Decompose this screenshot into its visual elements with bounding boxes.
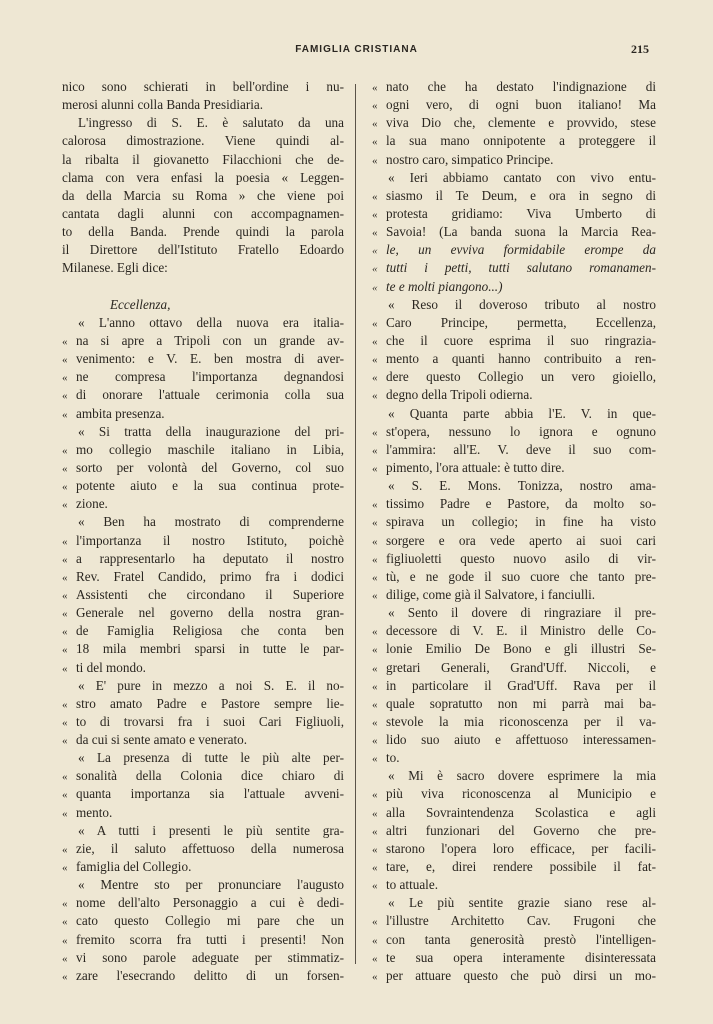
text-line: « Mentre sto per pronunciare l'augusto: [78, 877, 344, 893]
text-line: « Generale nel governo della nostra gran-: [62, 604, 344, 622]
text-line: « famiglia del Collegio.: [62, 858, 344, 876]
text-line: « vi sono parole adeguate per stimmatiz-: [62, 949, 344, 967]
text-line: il Direttore dell'Istituto Fratello Edoardo: [62, 242, 344, 258]
text-line: « Sento il dovere di ringraziare il pre-: [388, 605, 656, 621]
text-line: « l'ammira: all'E. V. deve il suo com-: [372, 441, 656, 459]
text-line: « pimento, l'ora attuale: è tutto dire.: [372, 459, 656, 477]
text-line: clama con vera enfasi la poesia « Leggen-: [62, 169, 344, 185]
text-line: « potente aiuto e la sua continua prote-: [62, 477, 344, 495]
text-line: L'ingresso di S. E. è salutato da una: [78, 115, 344, 131]
text-line: « Rev. Fratel Candido, primo fra i dodici: [62, 568, 344, 586]
text-line: da della Marcia su Roma » che viene poi: [62, 187, 344, 203]
text-line: « più viva riconoscenza al Municipio e: [372, 785, 656, 803]
text-line: « sonalità della Colonia dice chiaro di: [62, 767, 344, 785]
column-divider: [355, 84, 356, 964]
text-line: « cato questo Collegio mi pare che un: [62, 912, 344, 930]
text-line: « to.: [372, 749, 656, 767]
text-line: « Ieri abbiamo cantato con vivo entu-: [388, 169, 656, 185]
text-line: [62, 278, 344, 296]
text-line: « Si tratta della inaugurazione del pri-: [78, 423, 344, 439]
text-line: « te sua opera interamente disinteressata: [372, 949, 656, 967]
text-line: « to di trovarsi fra i suoi Cari Figliuoli,: [62, 713, 344, 731]
text-line: « ogni vero, di ogni buon italiano! Ma: [372, 96, 656, 114]
text-line: « l'illustre Architetto Cav. Frugoni che: [372, 912, 656, 930]
text-line: « dere questo Collegio un vero gioiello,: [372, 368, 656, 386]
text-line: « to attuale.: [372, 876, 656, 894]
text-line: « mento.: [62, 804, 344, 822]
text-line: « tutti i petti, tutti salutano romanamen-: [372, 259, 656, 277]
text-line: « zie, il saluto affettuoso della numerosa: [62, 840, 344, 858]
text-line: la ribalta il giovanetto Filacchioni che de-: [62, 151, 344, 167]
text-line: « quanta importanza sia l'attuale avveni-: [62, 785, 344, 803]
text-line: « figliuoletti questo nuovo asilo di vir-: [372, 550, 656, 568]
text-line: « Le più sentite grazie siano rese al-: [388, 895, 656, 911]
text-line: « che il cuore esprima il suo ringrazia-: [372, 332, 656, 350]
text-line: « le, un evviva formidabile erompe da: [372, 241, 656, 259]
text-line: « sorgere e ora vede aperto ai suoi cari: [372, 532, 656, 550]
text-line: « Reso il doveroso tributo al nostro: [388, 296, 656, 312]
text-line: « tù, e ne gode il suo cuore che tanto pre-: [372, 568, 656, 586]
text-line: « Quanta parte abbia l'E. V. in que-: [388, 405, 656, 421]
text-line: « stro amato Padre e Pastore sempre lie-: [62, 695, 344, 713]
text-line: « lonie Emilio De Bono e gli illustri Se-: [372, 640, 656, 658]
text-line: « per attuare questo che può dirsi un mo-: [372, 967, 656, 985]
text-line: « gretari Generali, Grand'Uff. Niccoli, e: [372, 659, 656, 677]
page-number: 215: [631, 42, 649, 56]
page-header: [0, 40, 713, 60]
text-line: « zare l'esecrando delitto di un forsen-: [62, 967, 344, 985]
text-line: « viva Dio che, clemente e provvido, stese: [372, 114, 656, 132]
text-line: « L'anno ottavo della nuova era italia-: [78, 314, 344, 330]
text-line: « dilige, come già il Salvatore, i fanciulli.: [372, 586, 656, 604]
text-line: « in particolare il Grad'Uff. Rava per il: [372, 677, 656, 695]
text-line: « na si apre a Tripoli con un grande av-: [62, 332, 344, 350]
text-line: « nostro caro, simpatico Principe.: [372, 151, 656, 169]
text-line: « protesta gridiamo: Viva Umberto di: [372, 205, 656, 223]
text-line: « con tanta generosità prestò l'intelligen-: [372, 931, 656, 949]
text-line: cantata dagli alunni con accompagnamen-: [62, 205, 344, 221]
text-line: « nato che ha destato l'indignazione di: [372, 78, 656, 96]
text-line: « decessore di V. E. il Ministro delle Co-: [372, 622, 656, 640]
text-line: « S. E. Mons. Tonizza, nostro ama-: [388, 478, 656, 494]
text-line: « altri funzionari del Governo che pre-: [372, 822, 656, 840]
text-line: « alla Sovraintendenza Scolastica e agli: [372, 804, 656, 822]
text-line: « venimento: e V. E. ben mostra di aver-: [62, 350, 344, 368]
left-column: [62, 78, 344, 985]
text-line: Milanese. Egli dice:: [62, 260, 168, 276]
text-line: « te e molti piangono...): [372, 278, 656, 296]
text-line: « quale sopratutto non mi parrà mai ba-: [372, 695, 656, 713]
text-line: « tare, e, direi rendere possibile il fat-: [372, 858, 656, 876]
running-title: FAMIGLIA CRISTIANA: [295, 44, 418, 55]
text-line: « Ben ha mostrato di comprenderne: [78, 514, 344, 530]
text-line: « la sua mano onnipotente a proteggere il: [372, 132, 656, 150]
text-line: « lido suo aiuto e affettuoso interessamen-: [372, 731, 656, 749]
text-line: « tissimo Padre e Pastore, da molto so-: [372, 495, 656, 513]
text-line: « spirava un collegio; in fine ha visto: [372, 513, 656, 531]
text-line: nico sono schierati in bell'ordine i nu-: [62, 79, 344, 94]
text-line: « da cui si sente amato e venerato.: [62, 731, 344, 749]
text-line: calorosa dimostrazione. Viene quindi al-: [62, 133, 344, 149]
text-line: « Caro Principe, permetta, Eccellenza,: [372, 314, 656, 332]
text-line: « La presenza di tutte le più alte per-: [78, 750, 344, 766]
text-line: « ne compresa l'importanza degnandosi: [62, 368, 344, 386]
text-line: « nome dell'alto Personaggio a cui è dedi-: [62, 894, 344, 912]
text-line: « zione.: [62, 495, 344, 513]
text-line: « fremito scorra fra tutti i presenti! Non: [62, 931, 344, 949]
text-line: « Assistenti che circondano il Superiore: [62, 586, 344, 604]
text-line: to della Banda. Prende quindi la parola: [62, 224, 344, 240]
text-line: « stevole la mia riconoscenza per il va-: [372, 713, 656, 731]
text-line: « st'opera, nessuno lo ignora e ognuno: [372, 423, 656, 441]
text-line: « mo collegio maschile italiano in Libia,: [62, 441, 344, 459]
text-line: « Savoia! (La banda suona la Marcia Rea-: [372, 223, 656, 241]
text-line: merosi alunni colla Banda Presidiaria.: [62, 97, 264, 113]
text-line: « ti del mondo.: [62, 659, 344, 677]
text-line: « sorto per volontà del Governo, col suo: [62, 459, 344, 477]
text-line: « 18 mila membri sparsi in tutte le par-: [62, 640, 344, 658]
text-line: « de Famiglia Religiosa che conta ben: [62, 622, 344, 640]
text-line: « degno della Tripoli odierna.: [372, 386, 656, 404]
text-line: « ambita presenza.: [62, 405, 344, 423]
text-line: « Mi è sacro dovere esprimere la mia: [388, 768, 656, 784]
text-line: « mento a quanti hanno contribuito a ren-: [372, 350, 656, 368]
text-line: « starono l'opera loro efficace, per facili-: [372, 840, 656, 858]
right-column: [372, 78, 656, 985]
text-line: Eccellenza,: [110, 296, 171, 312]
text-line: « di onorare l'attuale cerimonia colla sua: [62, 386, 344, 404]
text-line: « a rappresentarlo ha deputato il nostro: [62, 550, 344, 568]
text-line: « l'importanza il nostro Istituto, poichè: [62, 532, 344, 550]
text-line: « siasmo il Te Deum, e ora in segno di: [372, 187, 656, 205]
text-line: « A tutti i presenti le più sentite gra-: [78, 822, 344, 838]
text-line: « E' pure in mezzo a noi S. E. il no-: [78, 677, 344, 693]
